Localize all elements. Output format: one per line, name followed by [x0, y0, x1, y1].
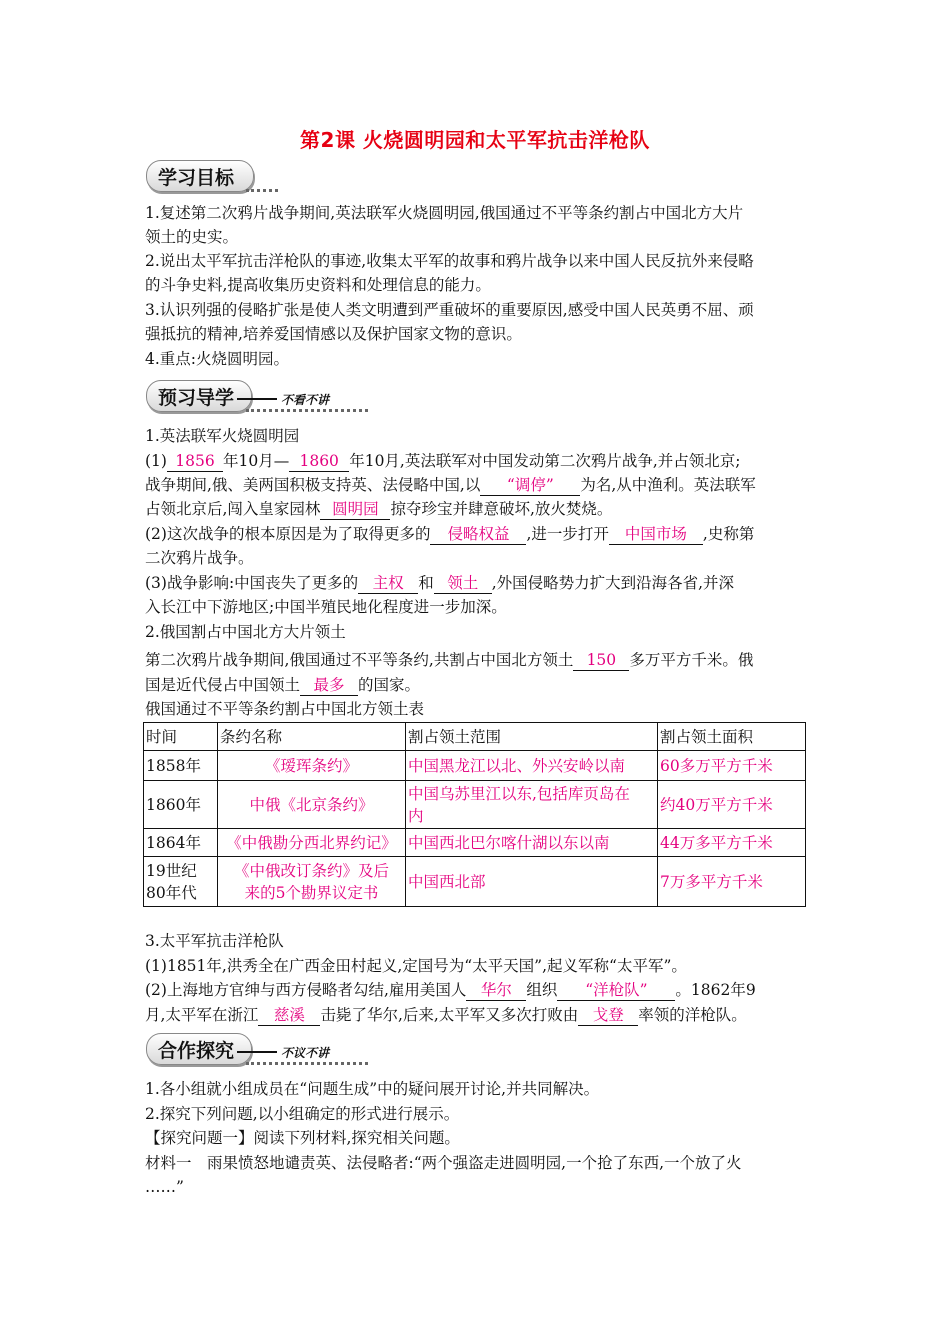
table-cell-treaty: [218, 781, 406, 829]
answer-blank: 最多: [300, 675, 358, 696]
section-header-preview: [146, 380, 376, 414]
section-heading: 学习目标: [158, 167, 235, 189]
paragraph-line: (1)1851年,洪秀全在广西金田村起义,定国号为“太平天国”,起义军称“太平军”。: [145, 957, 687, 975]
paragraph-line: (2)这次战争的根本原因是为了取得更多的 侵略权益 ,进一步打开 中国市场 ,史称第: [145, 525, 755, 543]
table-cell-range: [406, 751, 658, 781]
answer-blank: 中国市场: [609, 524, 703, 545]
cell-text-line: 中国黑龙江以北、外兴安岭以南: [408, 756, 626, 775]
table-cell-range: [406, 781, 658, 829]
paragraph-line: (3)战争影响:中国丧失了更多的 主权 和 领土 ,外国侵略势力扩大到沿海各省,并深: [145, 574, 735, 592]
goal-line: 的斗争史料,提高收集历史资料和处理信息的能力。: [145, 276, 491, 294]
table-cell-time: [144, 781, 218, 829]
table-cell-area: 44万多平方千米: [658, 829, 806, 857]
cell-text-line: 《中俄勘分西北界约记》: [226, 833, 397, 852]
cell-text-line: 《瑷珲条约》: [264, 756, 358, 775]
table-row: [144, 857, 806, 907]
table-cell-range: [406, 829, 658, 857]
cell-text-line: 19世纪: [146, 861, 197, 880]
answer-blank: 慈溪: [258, 1005, 320, 1026]
answer-blank: 领土: [434, 573, 492, 594]
paragraph-line: 入长江中下游地区;中国半殖民地化程度进一步加深。: [145, 598, 507, 616]
paragraph-line: 【探究问题一】阅读下列材料,探究相关问题。: [145, 1129, 460, 1147]
subheading: 2.俄国割占中国北方大片领土: [145, 623, 346, 641]
goal-line: 1.复述第二次鸦片战争期间,英法联军火烧圆明园,俄国通过不平等条约割占中国北方大片: [145, 204, 744, 222]
section-heading-text: 预习导学: [158, 387, 235, 409]
paragraph-line: 第二次鸦片战争期间,俄国通过不平等条约,共割占中国北方领土 150 多万平方千米。俄: [145, 651, 754, 669]
goal-line: 强抵抗的精神,培养爱国情感以及保护国家文物的意识。: [145, 325, 522, 343]
table-row: [144, 781, 806, 829]
lesson-title: 第2课 火烧圆明园和太平军抗击洋枪队: [300, 128, 650, 152]
answer-blank: 150: [573, 650, 629, 671]
section-motto: 不议不讲: [281, 1046, 330, 1060]
paragraph-line: 二次鸦片战争。: [145, 549, 254, 567]
paragraph-line: 战争期间,俄、美两国积极支持英、法侵略中国,以 “调停” 为名,从中渔利。英法联军: [145, 476, 756, 494]
subheading: 3.太平军抗击洋枪队: [145, 932, 284, 950]
table-header-cell: 割占领土范围: [406, 723, 658, 751]
goal-line: 3.认识列强的侵略扩张是使人类文明遭到严重破坏的重要原因,感受中国人民英勇不屈、顽: [145, 301, 754, 319]
section-header-goals: [146, 160, 286, 194]
table-header-row: [144, 723, 806, 751]
territory-table: [143, 722, 806, 907]
table-cell-range: [406, 857, 658, 907]
table-cell-treaty: [218, 829, 406, 857]
cell-text-line: 中国西北巴尔喀什湖以东以南: [408, 833, 610, 852]
answer-blank: 1860: [289, 451, 349, 472]
table-cell-time: [144, 857, 218, 907]
dotted-rule: [246, 1059, 368, 1065]
table-header-cell: 条约名称: [218, 723, 406, 751]
goal-line: 4.重点:火烧圆明园。: [145, 350, 290, 368]
paragraph-line: (2)上海地方官绅与西方侵略者勾结,雇用美国人 华尔 组织 “洋枪队” 。1862年9: [145, 981, 756, 999]
dotted-rule: [246, 186, 278, 192]
cell-text-line: 来的5个勘界议定书: [244, 883, 379, 902]
goal-line: 领土的史实。: [145, 228, 239, 246]
paragraph-line: 材料一 雨果愤怒地谴责英、法侵略者:“两个强盗走进圆明园,一个抢了东西,一个放了火: [145, 1154, 742, 1172]
cell-text-line: 80年代: [146, 883, 197, 902]
table-cell-time: [144, 751, 218, 781]
table-cell-treaty: [218, 857, 406, 907]
table-row: [144, 751, 806, 781]
goal-line: 2.说出太平军抗击洋枪队的事迹,收集太平军的故事和鸦片战争以来中国人民反抗外来侵略: [145, 252, 754, 270]
paragraph-line: 月,太平军在浙江 慈溪 击毙了华尔,后来,太平军又多次打败由 戈登 率领的洋枪队。: [145, 1006, 747, 1024]
cell-text-line: 1864年: [146, 833, 201, 852]
answer-blank: 华尔: [466, 980, 526, 1001]
dash-rule: [237, 398, 277, 400]
table-cell-area: 约40万平方千米: [658, 781, 806, 829]
paragraph-line: 占领北京后,闯入皇家园林 圆明园 掠夺珍宝并肆意破坏,放火焚烧。: [145, 500, 613, 518]
subheading: 1.英法联军火烧圆明园: [145, 427, 300, 445]
table-header-cell: 割占领土面积: [658, 723, 806, 751]
cell-text-line: 中国乌苏里江以东,包括库页岛在: [408, 784, 630, 803]
paragraph-line: (1) 1856 年10月— 1860 年10月,英法联军对中国发动第二次鸦片战争,并占领北京;: [145, 452, 741, 470]
table-cell-time: [144, 829, 218, 857]
section-motto: 不看不讲: [281, 393, 330, 407]
section-heading-text: 合作探究: [158, 1040, 235, 1062]
cell-text-line: 中国西北部: [408, 872, 486, 891]
answer-blank: “调停”: [480, 475, 580, 496]
answer-blank: 圆明园: [320, 499, 390, 520]
table-caption: 俄国通过不平等条约割占中国北方领土表: [145, 700, 425, 718]
paragraph-line: 2.探究下列问题,以小组确定的形式进行展示。: [145, 1105, 460, 1123]
answer-blank: 戈登: [578, 1005, 638, 1026]
paragraph-line: 1.各小组就小组成员在“问题生成”中的疑问展开讨论,并共同解决。: [145, 1080, 600, 1098]
table-cell-treaty: [218, 751, 406, 781]
cell-text-line: 中俄《北京条约》: [249, 795, 374, 814]
cell-text-line: 1860年: [146, 795, 201, 814]
cell-text-line: 1858年: [146, 756, 201, 775]
answer-blank: 1856: [167, 451, 223, 472]
answer-blank: 侵略权益: [430, 524, 526, 545]
paragraph-line: ……”: [145, 1178, 184, 1196]
dash-rule: [237, 1051, 277, 1053]
table-cell-area: 60多万平方千米: [658, 751, 806, 781]
dotted-rule: [246, 406, 368, 412]
table-header-cell: 时间: [144, 723, 218, 751]
paragraph-line: 国是近代侵占中国领土 最多 的国家。: [145, 676, 421, 694]
answer-blank: “洋枪队”: [557, 980, 675, 1001]
section-header-coop: [146, 1033, 376, 1067]
cell-text-line: 内: [408, 806, 424, 825]
answer-blank: 主权: [358, 573, 418, 594]
table-row: [144, 829, 806, 857]
cell-text-line: 《中俄改订条约》及后: [233, 861, 389, 880]
table-cell-area: 7万多平方千米: [658, 857, 806, 907]
